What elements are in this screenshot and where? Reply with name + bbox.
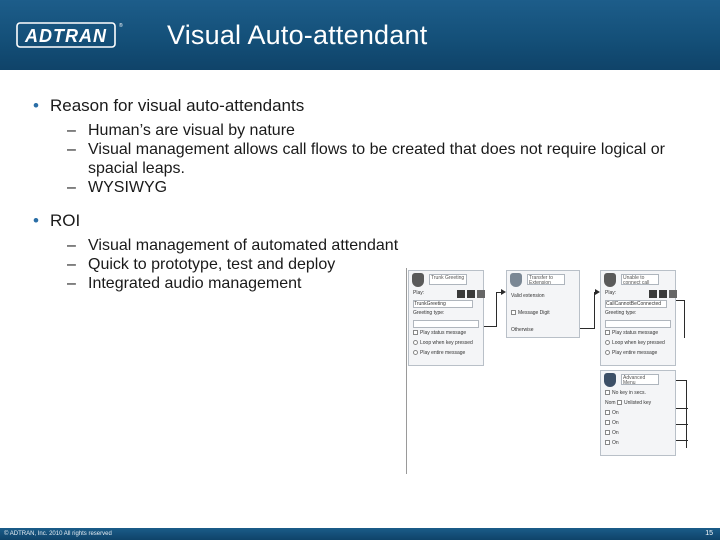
transfer-panel — [506, 270, 580, 338]
key-on-label: On — [612, 410, 619, 416]
dash-icon: – — [67, 179, 76, 196]
status-message-row — [605, 330, 671, 339]
otherwise-row — [511, 327, 575, 336]
play-icon[interactable] — [649, 290, 657, 298]
unable-connect-panel — [600, 270, 676, 366]
bullet-section-reasons — [30, 96, 710, 197]
panel-title: Advanced Menu — [621, 374, 659, 385]
browse-icon[interactable] — [477, 290, 485, 298]
checkbox[interactable] — [617, 400, 622, 405]
timeout-label: No key in — [612, 390, 633, 396]
panel-header — [507, 271, 579, 289]
record-icon[interactable] — [467, 290, 475, 298]
connector-line — [484, 326, 496, 327]
entire-option-label: Play entire message — [612, 350, 658, 356]
greeting-file-row — [413, 300, 479, 309]
radio[interactable] — [605, 350, 610, 355]
sub-bullet-item — [30, 140, 680, 178]
copyright-text: © ADTRAN, Inc. 2010 All rights reserved — [4, 531, 112, 537]
panel-title: Unable to connect call — [621, 274, 659, 285]
valid-extension-label: Valid extension — [511, 293, 545, 299]
sub-bullet-text: Visual management allows call flows to be created that does not require logical or spacial leaps. — [88, 141, 665, 177]
checkbox[interactable] — [605, 430, 610, 435]
page-number: 15 — [705, 530, 713, 537]
sub-bullet-text: Visual management of automated attendant — [88, 237, 399, 254]
speaker-icon — [412, 273, 424, 287]
advanced-menu-panel — [600, 370, 676, 456]
play-row — [413, 290, 479, 299]
slide-footer — [0, 528, 720, 540]
digit-label: Message Digit — [518, 310, 550, 316]
play-label: Play: — [413, 290, 425, 296]
dash-icon: – — [67, 122, 76, 139]
checkbox[interactable] — [605, 390, 610, 395]
record-icon[interactable] — [659, 290, 667, 298]
checkbox[interactable] — [511, 310, 516, 315]
sub-bullet-text: Human’s are visual by nature — [88, 122, 295, 139]
connector-line — [676, 424, 688, 425]
otherwise-label: Otherwise — [511, 327, 534, 333]
seconds-label: secs. — [634, 390, 646, 396]
dash-icon: – — [67, 141, 76, 158]
connector-line — [676, 380, 686, 381]
connector-line — [686, 380, 687, 448]
arrow-head-icon — [501, 289, 506, 295]
status-message-label: Play status message — [420, 330, 467, 336]
checkbox[interactable] — [605, 330, 610, 335]
key-row — [605, 430, 671, 439]
greeting-file-select[interactable] — [413, 300, 473, 308]
svg-text:®: ® — [119, 23, 123, 29]
menu-icon — [604, 373, 616, 387]
dash-icon: – — [67, 256, 76, 273]
valid-extension-row — [511, 293, 575, 302]
loop-option-row — [413, 340, 479, 349]
bullet-item — [30, 96, 710, 116]
browse-icon[interactable] — [669, 290, 677, 298]
svg-text:ADTRAN: ADTRAN — [25, 26, 107, 46]
key-on-label: On — [612, 430, 619, 436]
sub-bullet-item — [30, 178, 710, 197]
bullet-dot-icon: • — [33, 211, 39, 230]
status-message-label: Play status message — [612, 330, 659, 336]
adtran-logo — [16, 20, 122, 50]
radio[interactable] — [413, 350, 418, 355]
greeting-file-value: CallCannotBeConnected — [606, 301, 662, 307]
key-row — [605, 420, 671, 429]
loop-option-row — [605, 340, 671, 349]
key-on-label: On — [612, 420, 619, 426]
entire-option-label: Play entire message — [420, 350, 466, 356]
connector-line — [676, 408, 688, 409]
panel-header — [601, 271, 675, 289]
connector-line — [684, 300, 685, 338]
greeting-type-row — [605, 320, 671, 329]
bullet-item — [30, 211, 710, 231]
play-label: Play: — [605, 290, 617, 296]
sub-bullet-text: WYSIWYG — [88, 179, 168, 196]
connector-line — [580, 328, 594, 329]
bullet-dot-icon: • — [33, 96, 39, 115]
key-row — [605, 410, 671, 419]
nom-button[interactable]: Nom — [605, 400, 616, 406]
checkbox[interactable] — [605, 440, 610, 445]
greeting-file-value: TrunkGreeting — [414, 301, 446, 307]
connector-line — [594, 292, 595, 329]
play-row — [605, 290, 671, 299]
phone-icon — [510, 273, 522, 287]
sub-bullet-text: Quick to prototype, test and deploy — [88, 256, 336, 273]
connector-line — [676, 440, 688, 441]
screenshot-border — [406, 268, 407, 474]
radio[interactable] — [605, 340, 610, 345]
sub-bullet-text: Integrated audio management — [88, 275, 302, 292]
entire-option-row — [605, 350, 671, 359]
digit-row — [511, 310, 575, 319]
slide-header — [0, 0, 720, 70]
loop-option-label: Loop when key pressed — [612, 340, 665, 346]
checkbox[interactable] — [605, 420, 610, 425]
page-title: Visual Auto-attendant — [167, 20, 428, 50]
greeting-type-select[interactable] — [605, 320, 671, 328]
panel-header — [601, 371, 675, 389]
arrow-head-icon — [595, 289, 600, 295]
unlisted-key-row — [605, 400, 671, 409]
slide-content — [30, 96, 710, 293]
panel-title: Trunk Greeting — [429, 274, 467, 285]
greeting-type-row — [413, 320, 479, 329]
connector-line — [496, 292, 497, 327]
unlisted-key-label: Unlisted key — [623, 400, 652, 406]
panel-title: Transfer to Extension — [527, 274, 565, 285]
checkbox[interactable] — [413, 330, 418, 335]
connector-line — [676, 300, 684, 301]
greeting-type-label: Greeting type: — [413, 310, 445, 316]
greeting-file-select[interactable] — [605, 300, 667, 308]
bullet-text: Reason for visual auto-attendants — [50, 96, 305, 115]
entire-option-row — [413, 350, 479, 359]
timeout-row — [605, 390, 671, 399]
sub-bullet-item — [30, 121, 710, 140]
sub-bullet-item — [30, 236, 710, 255]
dash-icon: – — [67, 237, 76, 254]
trunk-greeting-panel — [408, 270, 484, 366]
status-message-row — [413, 330, 479, 339]
greeting-type-select[interactable] — [413, 320, 479, 328]
loop-option-label: Loop when key pressed — [420, 340, 473, 346]
speaker-icon — [604, 273, 616, 287]
key-row — [605, 440, 671, 449]
greeting-type-label: Greeting type: — [605, 310, 637, 316]
auto-attendant-screenshot — [404, 268, 716, 474]
greeting-type-label-row — [605, 310, 671, 319]
bullet-text: ROI — [50, 211, 81, 230]
dash-icon: – — [67, 275, 76, 292]
key-on-label: On — [612, 440, 619, 446]
greeting-file-row — [605, 300, 671, 309]
radio[interactable] — [413, 340, 418, 345]
checkbox[interactable] — [605, 410, 610, 415]
panel-header — [409, 271, 483, 289]
play-icon[interactable] — [457, 290, 465, 298]
greeting-type-label-row — [413, 310, 479, 319]
